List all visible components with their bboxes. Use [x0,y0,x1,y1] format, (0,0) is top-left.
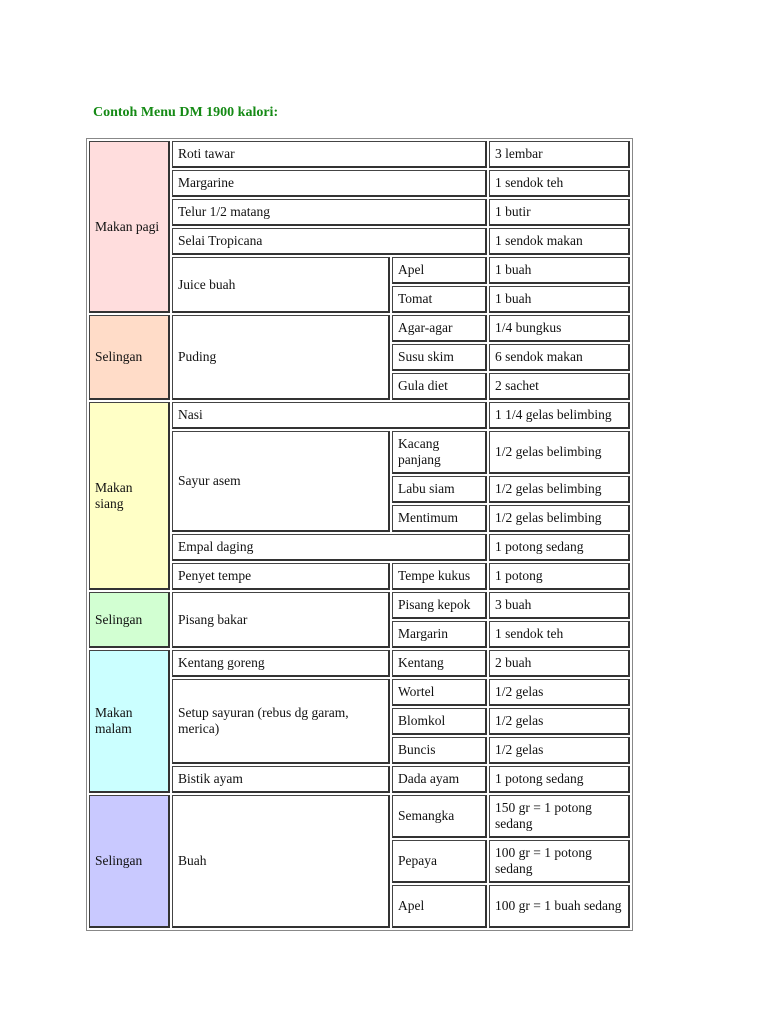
meal-label-makan-malam: Makan malam [89,650,170,793]
ingredient-cell: Semangka [392,795,487,838]
table-row [89,795,630,838]
portion-cell: 1 potong sedang [489,534,630,561]
portion-cell: 3 buah [489,592,630,619]
ingredient-cell: Agar-agar [392,315,487,342]
portion-cell: 3 lembar [489,141,630,168]
ingredient-cell: Pisang kepok [392,592,487,619]
ingredient-cell: Mentimum [392,505,487,532]
meal-label-makan-pagi: Makan pagi [89,141,170,313]
food-item: Empal daging [172,534,487,561]
food-item: Telur 1/2 matang [172,199,487,226]
ingredient-cell: Margarin [392,621,487,648]
food-item: Setup sayuran (rebus dg garam, merica) [172,679,390,764]
table-row [89,141,630,168]
table-row [89,257,630,284]
meal-label-selingan: Selingan [89,795,170,928]
food-item: Selai Tropicana [172,228,487,255]
table-row [89,592,630,619]
portion-cell: 100 gr = 1 potong sedang [489,840,630,883]
food-item: Pisang bakar [172,592,390,648]
portion-cell: 1 buah [489,286,630,313]
portion-cell: 1 buah [489,257,630,284]
portion-cell: 1/4 bungkus [489,315,630,342]
ingredient-cell: Labu siam [392,476,487,503]
ingredient-cell: Susu skim [392,344,487,371]
table-row [89,315,630,342]
food-item: Nasi [172,402,487,429]
ingredient-cell: Buncis [392,737,487,764]
food-item: Buah [172,795,390,928]
portion-cell: 1 potong [489,563,630,590]
ingredient-cell: Gula diet [392,373,487,400]
ingredient-cell: Tempe kukus [392,563,487,590]
ingredient-cell: Wortel [392,679,487,706]
food-item: Juice buah [172,257,390,313]
portion-cell: 1 sendok makan [489,228,630,255]
portion-cell: 1/2 gelas belimbing [489,476,630,503]
meal-label-selingan: Selingan [89,315,170,400]
food-item: Sayur asem [172,431,390,532]
ingredient-cell: Kentang [392,650,487,677]
ingredient-cell: Blomkol [392,708,487,735]
meal-label-makan-siang: Makan siang [89,402,170,590]
food-item: Roti tawar [172,141,487,168]
table-row [89,679,630,706]
portion-cell: 1 1/4 gelas belimbing [489,402,630,429]
meal-label-selingan: Selingan [89,592,170,648]
portion-cell: 2 buah [489,650,630,677]
portion-cell: 2 sachet [489,373,630,400]
portion-cell: 1/2 gelas belimbing [489,505,630,532]
table-row [89,534,630,561]
table-row [89,402,630,429]
table-row [89,766,630,793]
ingredient-cell: Pepaya [392,840,487,883]
portion-cell: 1 potong sedang [489,766,630,793]
ingredient-cell: Tomat [392,286,487,313]
portion-cell: 1/2 gelas belimbing [489,431,630,474]
ingredient-cell: Apel [392,885,487,928]
portion-cell: 1 butir [489,199,630,226]
food-item: Bistik ayam [172,766,390,793]
portion-cell: 100 gr = 1 buah sedang [489,885,630,928]
food-item: Penyet tempe [172,563,390,590]
food-item: Kentang goreng [172,650,390,677]
portion-cell: 1 sendok teh [489,621,630,648]
table-row [89,431,630,474]
table-row [89,199,630,226]
portion-cell: 1/2 gelas [489,737,630,764]
page-title: Contoh Menu DM 1900 kalori: [93,105,279,120]
food-item: Puding [172,315,390,400]
portion-cell: 1/2 gelas [489,708,630,735]
portion-cell: 1 sendok teh [489,170,630,197]
table-row [89,228,630,255]
table-row [89,170,630,197]
portion-cell: 150 gr = 1 potong sedang [489,795,630,838]
portion-cell: 1/2 gelas [489,679,630,706]
portion-cell: 6 sendok makan [489,344,630,371]
menu-table [86,138,633,931]
food-item: Margarine [172,170,487,197]
ingredient-cell: Apel [392,257,487,284]
ingredient-cell: Dada ayam [392,766,487,793]
table-row [89,563,630,590]
ingredient-cell: Kacang panjang [392,431,487,474]
table-row [89,650,630,677]
